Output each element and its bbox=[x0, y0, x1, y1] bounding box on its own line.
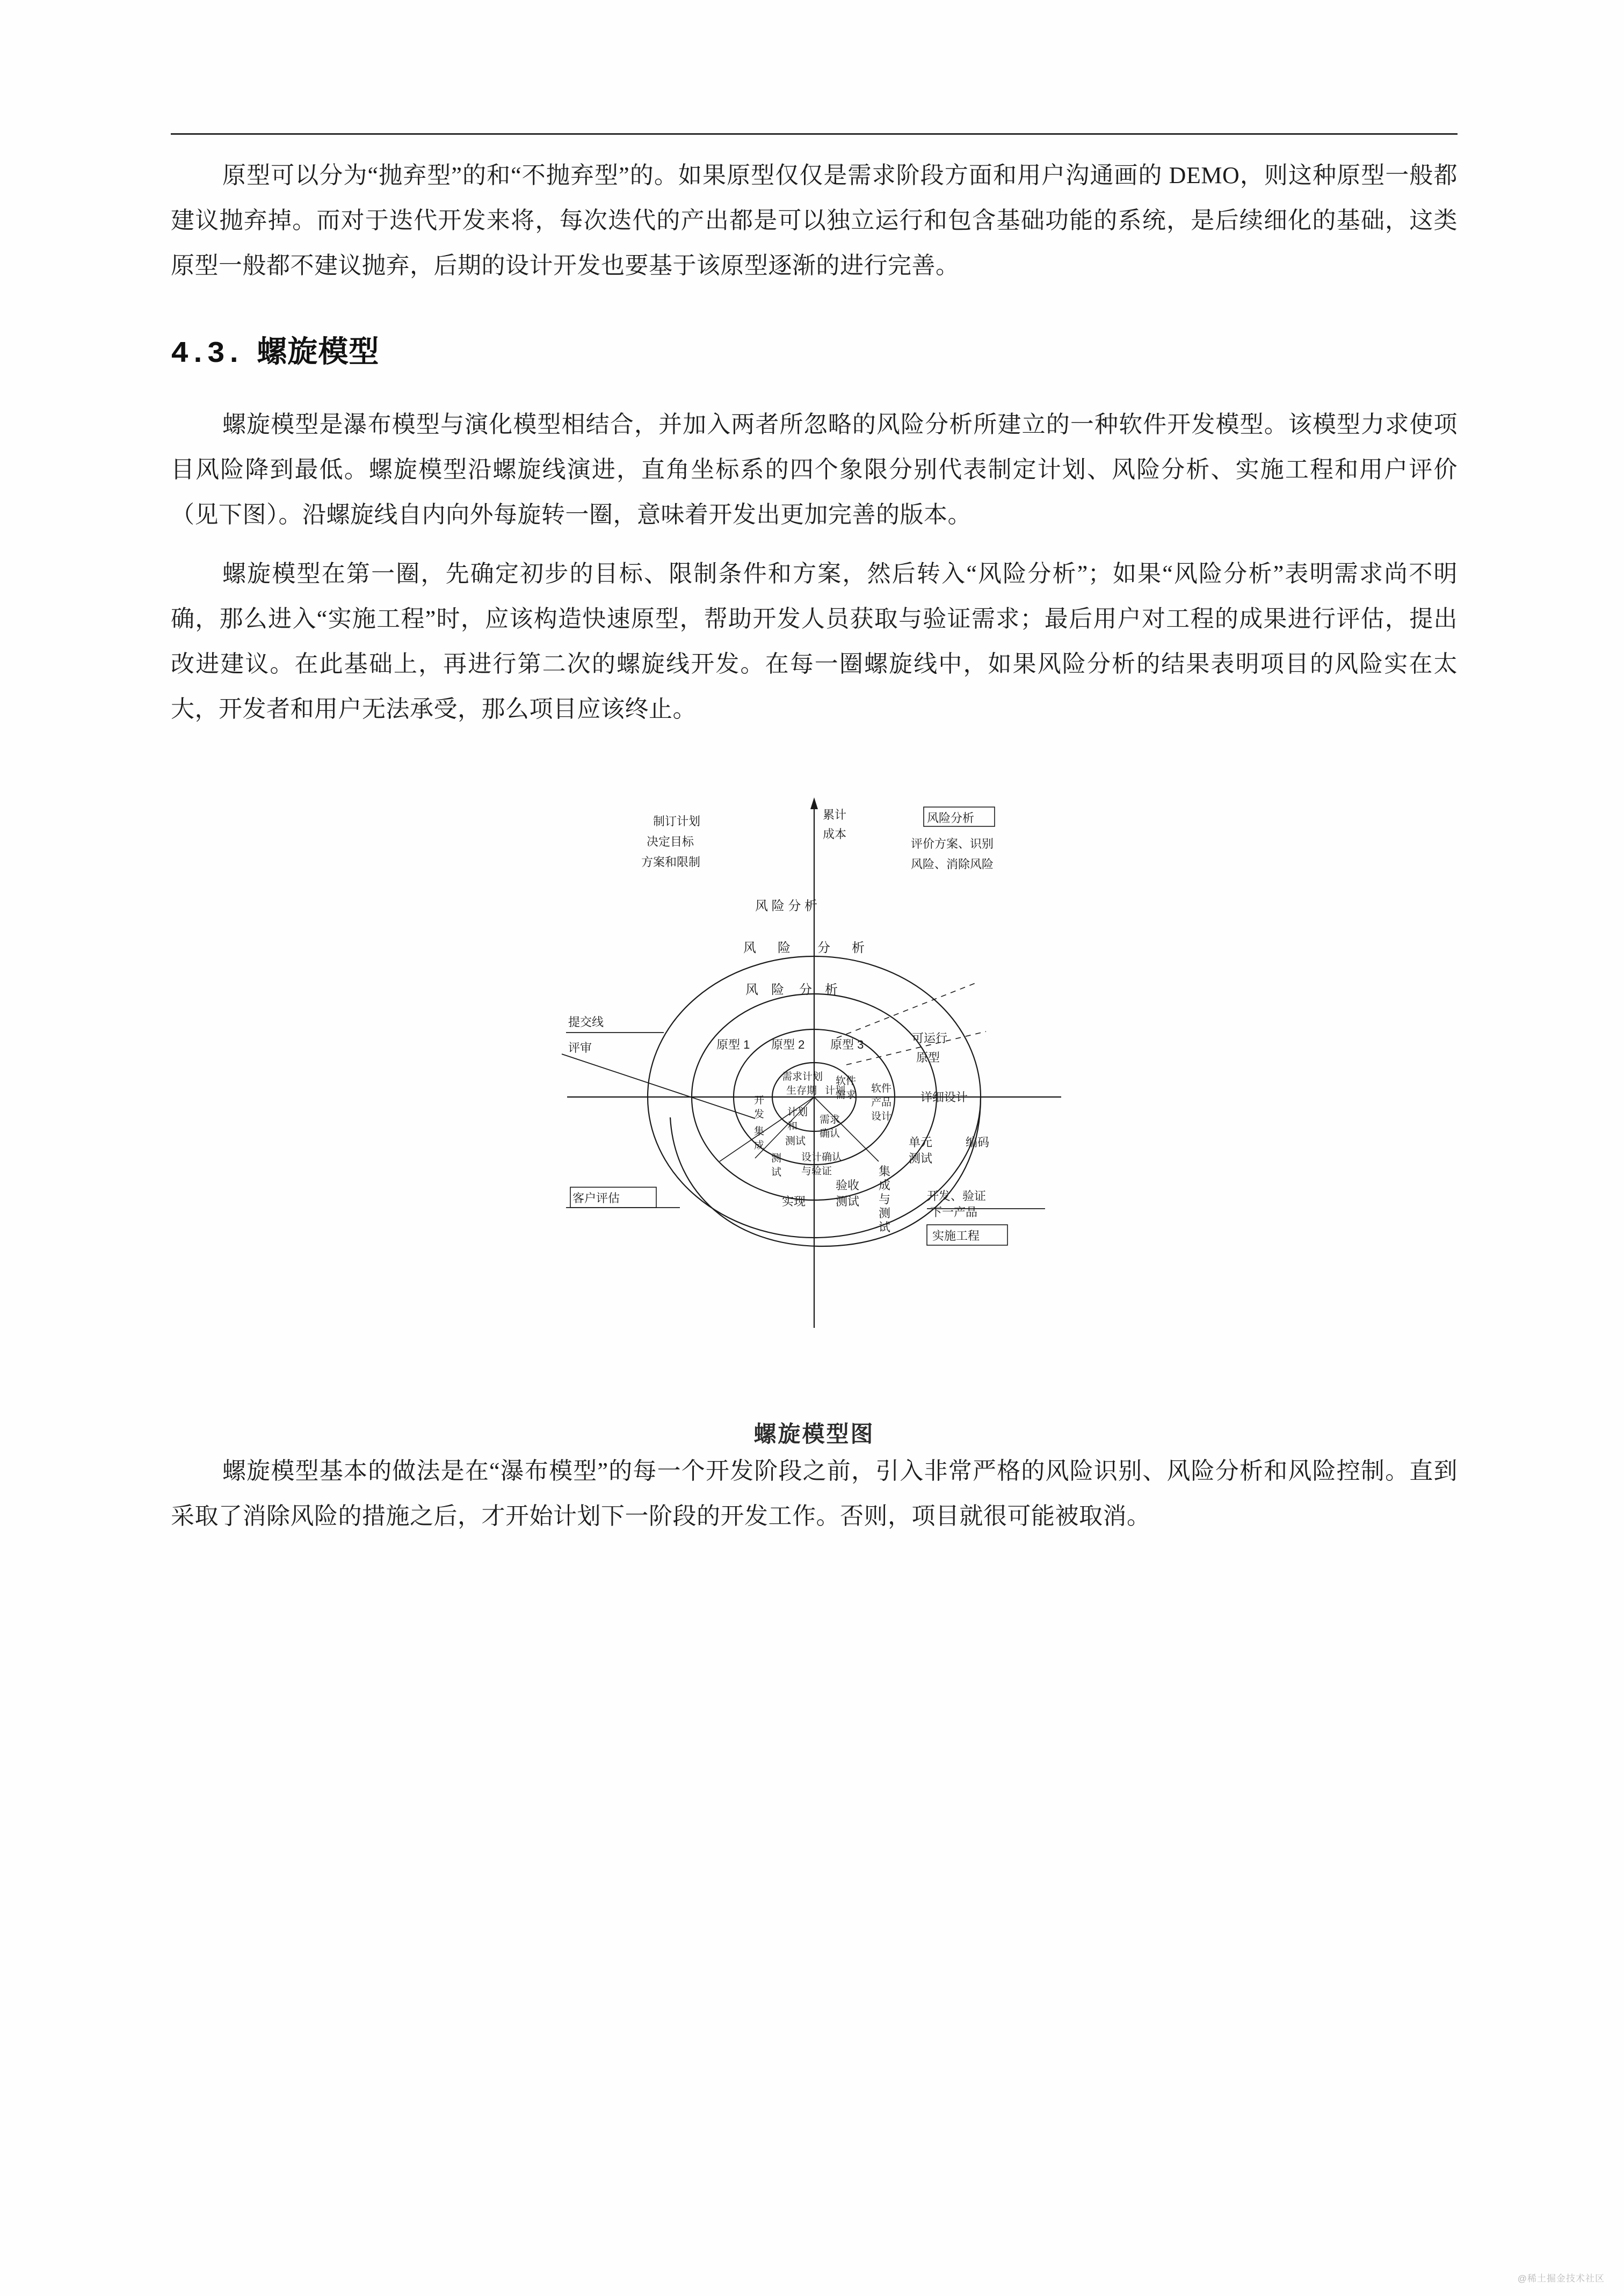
label-plan-test-3: 测试 bbox=[785, 1136, 806, 1147]
label-axis-cost-2: 成本 bbox=[823, 827, 847, 841]
submit-line bbox=[562, 1054, 755, 1118]
header-rule bbox=[171, 133, 1458, 135]
label-ring-risk-2b: 险 bbox=[778, 941, 791, 955]
label-submit-1: 提交线 bbox=[568, 1015, 604, 1029]
label-soft-prod-1: 软件 bbox=[871, 1083, 892, 1094]
paragraph-spiral-1: 螺旋模型是瀑布模型与演化模型相结合，并加入两者所忽略的风险分析所建立的一种软件开发模型。该模型力求使项目风险降到最低。螺旋模型沿螺旋线演进，直角坐标系的四个象限分别代表制定计划、风险分析、实施工程和用户评价（见下图）。沿螺旋线自内向外每旋转一圈，意味着开发出更加完善的版本。 bbox=[171, 411, 1458, 528]
label-design-confirm-1: 设计确认 bbox=[801, 1152, 843, 1163]
section-heading bbox=[171, 328, 1458, 371]
spiral-diagram-svg bbox=[503, 786, 1126, 1408]
axis-arrow bbox=[810, 797, 818, 809]
label-soft-prod-3: 设计 bbox=[871, 1111, 892, 1122]
label-ring-risk-2a: 风 bbox=[743, 941, 756, 955]
section-number: 4.3. bbox=[171, 337, 243, 371]
label-need-plan-3: 计划 bbox=[825, 1085, 846, 1096]
label-plan-l2: 方案和限制 bbox=[641, 855, 701, 869]
label-coding: 编码 bbox=[966, 1136, 990, 1149]
label-dev-2: 发 bbox=[754, 1109, 765, 1120]
label-design-confirm-2: 与验证 bbox=[801, 1166, 832, 1177]
label-accept-test-1: 验收 bbox=[836, 1179, 860, 1192]
label-plan-l1: 决定目标 bbox=[647, 835, 694, 848]
label-integration-4: 测 bbox=[879, 1207, 891, 1220]
label-risk-l1: 评价方案、识别 bbox=[911, 837, 994, 851]
label-plan-title: 制订计划 bbox=[653, 815, 701, 828]
label-risk-l2: 风险、消除风险 bbox=[911, 858, 994, 871]
label-dev-4: 成 bbox=[754, 1140, 765, 1151]
label-proto-1: 原型 1 bbox=[716, 1038, 750, 1051]
label-unit-test-1: 单元 bbox=[909, 1136, 933, 1149]
label-need-confirm-1: 需求 bbox=[820, 1114, 840, 1125]
label-proto-2: 原型 2 bbox=[771, 1038, 805, 1051]
paragraph-spiral-2: 螺旋模型在第一圈，先确定初步的目标、限制条件和方案，然后转入“风险分析”；如果“风险分析”表明需求尚不明确，那么进入“实施工程”时，应该构造快速原型，帮助开发人员获取与验证需求；最后用户对工程的成果进行评估，提出改进建议。在此基础上，再进行第二次的螺旋线开发。在每一圈螺旋线中，如果风险分析的结果表明项目的风险实在太大，开发者和用户无法承受，那么项目应该终止。 bbox=[171, 561, 1458, 722]
label-dev-3: 集 bbox=[754, 1126, 765, 1137]
label-dev-1: 开 bbox=[754, 1095, 765, 1106]
label-soft-prod-2: 产品 bbox=[871, 1097, 892, 1108]
watermark: @稀土掘金技术社区 bbox=[1517, 2273, 1605, 2284]
label-need-confirm-2: 确认 bbox=[820, 1128, 840, 1139]
label-dev-verify-2: 下一产品 bbox=[930, 1205, 978, 1219]
label-customer-eval: 客户评估 bbox=[572, 1191, 620, 1205]
figure-spiral-model bbox=[171, 786, 1458, 1449]
label-soft-need-1: 软件 bbox=[836, 1076, 857, 1087]
figure-image bbox=[503, 786, 1126, 1408]
label-implement: 实现 bbox=[782, 1195, 806, 1208]
label-integration-3: 与 bbox=[879, 1193, 891, 1206]
label-unit-test-2: 测试 bbox=[909, 1152, 933, 1165]
label-detail-design: 详细设计 bbox=[920, 1091, 968, 1104]
label-ring-risk-1d: 析 bbox=[825, 983, 838, 997]
paragraph-spiral-3: 螺旋模型基本的做法是在“瀑布模型”的每一个开发阶段之前，引入非常严格的风险识别、风险分析和风险控制。直到采取了消除风险的措施之后，才开始计划下一阶段的开发工作。否则，项目就很可能被取消。 bbox=[171, 1458, 1458, 1529]
label-impl-engineering: 实施工程 bbox=[932, 1229, 980, 1243]
label-axis-cost-1: 累计 bbox=[823, 808, 847, 822]
label-dev-6: 试 bbox=[771, 1167, 782, 1178]
document-content bbox=[171, 153, 1458, 1539]
label-ring-risk-2c: 分 bbox=[817, 941, 830, 955]
label-need-plan-1: 需求计划 bbox=[782, 1071, 823, 1082]
label-runnable-1: 可运行 bbox=[912, 1031, 948, 1045]
paragraph-intro: 原型可以分为“抛弃型”的和“不抛弃型”的。如果原型仅仅是需求阶段方面和用户沟通画的 DEMO，则这种原型一般都建议抛弃掉。而对于迭代开发来将，每次迭代的产出都是可以独立运行和包含基础功能的系统，是后续细化的基础，这类原型一般都不建议抛弃，后期的设计开发也要基于该原型逐渐的进行完善。 bbox=[171, 162, 1458, 279]
label-ring-risk-2d: 析 bbox=[852, 941, 865, 955]
label-dev-5: 测 bbox=[771, 1153, 782, 1164]
label-integration-5: 试 bbox=[879, 1220, 891, 1234]
label-dev-verify-1: 开发、验证 bbox=[927, 1189, 987, 1203]
label-ring-risk-1a: 风 bbox=[745, 983, 758, 997]
label-ring-risk-1b: 险 bbox=[771, 983, 784, 997]
label-ring-risk-1c: 分 bbox=[799, 983, 812, 997]
label-plan-test-2: 和 bbox=[787, 1121, 798, 1132]
label-soft-need-2: 需求 bbox=[836, 1089, 857, 1101]
label-need-plan-2: 生存期 bbox=[786, 1085, 817, 1096]
dashed-guide-1 bbox=[837, 983, 975, 1038]
label-proto-3: 原型 3 bbox=[830, 1038, 864, 1051]
label-runnable-2: 原型 bbox=[916, 1051, 940, 1064]
label-accept-test-2: 测试 bbox=[836, 1195, 860, 1208]
label-integration-2: 成 bbox=[879, 1179, 891, 1192]
label-ring-risk-3: 风 险 分 析 bbox=[755, 899, 818, 913]
label-integration-1: 集 bbox=[879, 1165, 891, 1178]
label-plan-test-1: 计划 bbox=[787, 1107, 808, 1118]
label-submit-2: 评审 bbox=[568, 1041, 592, 1055]
figure-caption: 螺旋模型图 bbox=[753, 1421, 875, 1447]
label-risk-title: 风险分析 bbox=[927, 811, 975, 825]
section-title: 螺旋模型 bbox=[257, 335, 380, 368]
